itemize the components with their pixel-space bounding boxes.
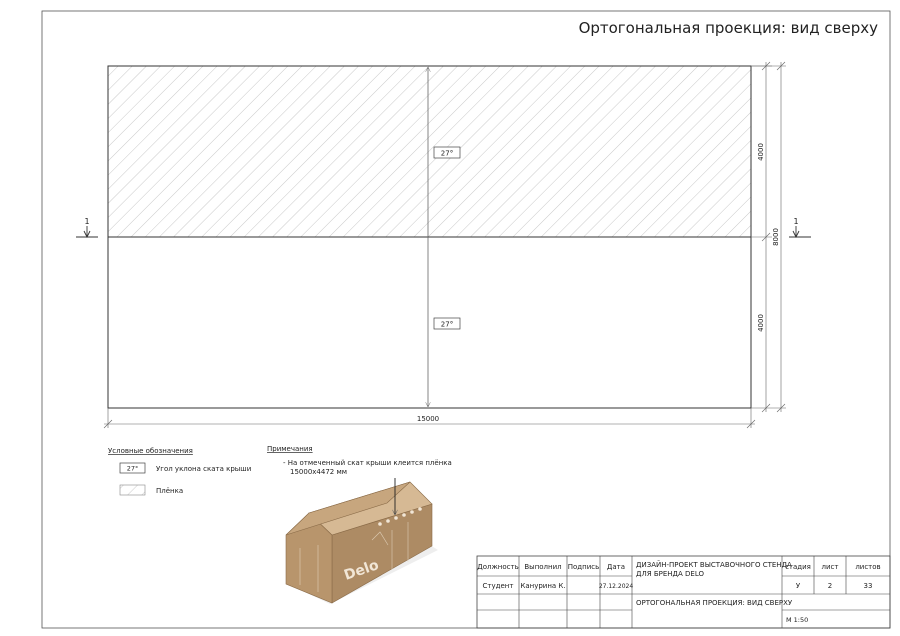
tb-project-line-1: ДИЗАЙН-ПРОЕКТ ВЫСТАВОЧНОГО СТЕНДА — [636, 561, 792, 569]
tb-header-performed: Выполнил — [524, 563, 562, 571]
notes-line-1: - На отмеченный скат крыши клеится плёнка — [283, 459, 452, 467]
legend-film-text: Плёнка — [156, 487, 184, 495]
tb-header-date: Дата — [606, 563, 626, 571]
tb-position-value: Студент — [482, 582, 514, 590]
tb-performer-value: Канурина К. — [520, 582, 566, 590]
tb-stage-value: У — [795, 582, 801, 590]
stand-3d-model — [286, 478, 438, 604]
legend-film-symbol — [120, 485, 145, 495]
tb-header-sheet: лист — [821, 563, 839, 571]
section-mark-left — [76, 226, 98, 237]
dim-length: 15000 — [416, 415, 440, 423]
tb-header-stage: стадия — [785, 563, 811, 571]
tb-sheet-name: ОРТОГОНАЛЬНАЯ ПРОЕКЦИЯ: ВИД СВЕРХУ — [636, 599, 793, 607]
tb-header-signature: Подпись — [567, 563, 600, 571]
dim-total-width: 8000 — [772, 228, 780, 246]
notes — [267, 445, 452, 476]
tb-scale: М 1:50 — [786, 616, 809, 624]
legend-slope-text: Угол уклона ската крыши — [156, 465, 252, 473]
sheet-title: Ортогональная проекция: вид сверху — [578, 19, 878, 37]
slope-label-upper: 27° — [440, 149, 454, 158]
section-mark-right — [789, 226, 811, 237]
tb-sheets-value: 33 — [863, 582, 873, 590]
dim-upper-half: 4000 — [757, 143, 765, 161]
section-mark-right-label: 1 — [793, 217, 799, 226]
tb-header-sheets: листов — [855, 563, 881, 571]
tb-project-line-2: ДЛЯ БРЕНДА DELO — [636, 570, 704, 578]
section-mark-left-label: 1 — [84, 217, 90, 226]
tb-date-value: 27.12.2024 — [598, 583, 634, 590]
legend-title: Условные обозначения — [108, 447, 193, 455]
legend-slope-symbol-text: 27° — [126, 464, 139, 473]
tb-sheet-value: 2 — [827, 582, 833, 590]
slope-label-lower: 27° — [440, 320, 454, 329]
title-block — [477, 556, 890, 628]
tb-header-position: Должность — [477, 563, 519, 571]
model-brand-logo: Delo — [342, 557, 381, 584]
film-covered-slope — [108, 66, 751, 237]
roof-plan — [108, 66, 751, 408]
notes-line-2: 15000х4472 мм — [290, 468, 348, 476]
notes-title: Примечания — [267, 445, 313, 453]
legend — [108, 447, 251, 495]
dim-lower-half: 4000 — [757, 314, 765, 332]
